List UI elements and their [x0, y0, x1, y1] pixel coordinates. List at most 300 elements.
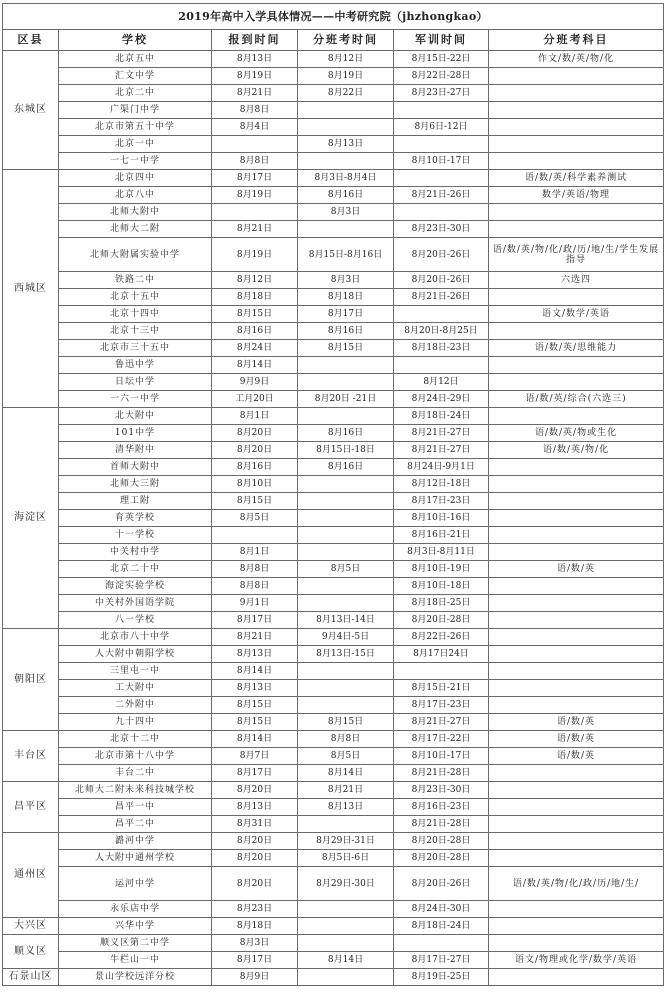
report-time-cell: 8月21日 [212, 85, 298, 102]
exam-subjects-cell: 语/数/英/物/化/政/历/地/生/学生发展指导 [489, 238, 664, 272]
table-row [3, 340, 664, 357]
training-time-cell [394, 170, 489, 187]
school-cell: 牛栏山一中 [59, 952, 212, 969]
exam-time-cell [298, 935, 394, 952]
header-row [3, 30, 664, 51]
exam-time-cell: 8月29日-31日 [298, 833, 394, 850]
report-time-cell: 8月15日 [212, 493, 298, 510]
report-time-cell: 工月20日 [212, 391, 298, 408]
table-title: 2019年高中入学具体情况——中考研究院（jhzhongkao） [3, 4, 664, 30]
school-cell: 北京二十中 [59, 561, 212, 578]
exam-subjects-cell [489, 459, 664, 476]
exam-subjects-cell [489, 323, 664, 340]
exam-subjects-cell [489, 578, 664, 595]
training-time-cell: 8月23日-30日 [394, 782, 489, 799]
table-row [3, 646, 664, 663]
exam-time-cell [298, 408, 394, 425]
report-time-cell: 8月23日 [212, 901, 298, 918]
table-row [3, 782, 664, 799]
report-time-cell: 8月17日 [212, 952, 298, 969]
admission-table-container [2, 3, 663, 986]
exam-time-cell: 8月16日 [298, 323, 394, 340]
exam-time-cell: 8月12日 [298, 51, 394, 68]
district-cell: 通州区 [3, 833, 59, 918]
school-cell: 北京十五中 [59, 289, 212, 306]
exam-subjects-cell: 语/数/英/物/化 [489, 442, 664, 459]
training-time-cell: 8月17日-27日 [394, 952, 489, 969]
table-row [3, 850, 664, 867]
report-time-cell: 8月24日 [212, 340, 298, 357]
exam-subjects-cell [489, 119, 664, 136]
exam-time-cell: 8月15日 [298, 340, 394, 357]
header-report-time: 报到时间 [212, 30, 298, 51]
school-cell: 一七一中学 [59, 153, 212, 170]
exam-subjects-cell [489, 544, 664, 561]
report-time-cell: 8月8日 [212, 102, 298, 119]
training-time-cell: 8月10日-17日 [394, 153, 489, 170]
training-time-cell: 8月12日 [394, 374, 489, 391]
report-time-cell [212, 204, 298, 221]
training-time-cell: 8月10日-19日 [394, 561, 489, 578]
report-time-cell: 8月17日 [212, 612, 298, 629]
header-exam-time: 分班考时间 [298, 30, 394, 51]
table-row [3, 969, 664, 986]
exam-subjects-cell [489, 935, 664, 952]
exam-subjects-cell [489, 969, 664, 986]
exam-subjects-cell [489, 408, 664, 425]
exam-time-cell [298, 663, 394, 680]
school-cell: 北大附中 [59, 408, 212, 425]
exam-subjects-cell [489, 289, 664, 306]
table-row [3, 51, 664, 68]
school-cell: 北京四中 [59, 170, 212, 187]
district-cell: 顺义区 [3, 935, 59, 969]
training-time-cell: 8月24日-29日 [394, 391, 489, 408]
table-row [3, 68, 664, 85]
school-cell: 人大附中通州学校 [59, 850, 212, 867]
exam-time-cell: 8月16日 [298, 425, 394, 442]
exam-subjects-cell [489, 816, 664, 833]
training-time-cell [394, 306, 489, 323]
exam-subjects-cell [489, 799, 664, 816]
school-cell: 北京市三十五中 [59, 340, 212, 357]
exam-subjects-cell [489, 782, 664, 799]
training-time-cell: 8月21日-28日 [394, 816, 489, 833]
exam-subjects-cell [489, 357, 664, 374]
school-cell: 中关村中学 [59, 544, 212, 561]
exam-subjects-cell [489, 68, 664, 85]
report-time-cell: 8月14日 [212, 731, 298, 748]
exam-subjects-cell [489, 765, 664, 782]
report-time-cell: 8月7日 [212, 748, 298, 765]
report-time-cell: 8月12日 [212, 272, 298, 289]
school-cell: 育英学校 [59, 510, 212, 527]
table-row [3, 680, 664, 697]
report-time-cell: 8月13日 [212, 646, 298, 663]
school-cell: 北师大附属实验中学 [59, 238, 212, 272]
training-time-cell: 8月20日-28日 [394, 612, 489, 629]
school-cell: 北师大二附未来科技城学校 [59, 782, 212, 799]
school-cell: 兴华中学 [59, 918, 212, 935]
exam-subjects-cell [489, 680, 664, 697]
school-cell: 北师大二附 [59, 221, 212, 238]
exam-subjects-cell [489, 629, 664, 646]
training-time-cell: 8月17日-23日 [394, 697, 489, 714]
training-time-cell: 8月10日-16日 [394, 510, 489, 527]
report-time-cell: 8月20日 [212, 850, 298, 867]
training-time-cell: 8月10日-17日 [394, 748, 489, 765]
school-cell: 清华附中 [59, 442, 212, 459]
table-row [3, 425, 664, 442]
exam-time-cell: 8月13日-15日 [298, 646, 394, 663]
training-time-cell: 8月18日-25日 [394, 595, 489, 612]
exam-subjects-cell [489, 204, 664, 221]
school-cell: 日坛中学 [59, 374, 212, 391]
school-cell: 北京十四中 [59, 306, 212, 323]
exam-time-cell [298, 374, 394, 391]
training-time-cell: 8月6日-12日 [394, 119, 489, 136]
training-time-cell [394, 136, 489, 153]
school-cell: 北京十二中 [59, 731, 212, 748]
exam-time-cell: 8月3日 [298, 204, 394, 221]
training-time-cell: 8月15日-22日 [394, 51, 489, 68]
school-cell: 中关村外国语学院 [59, 595, 212, 612]
exam-subjects-cell [489, 918, 664, 935]
report-time-cell: 8月20日 [212, 425, 298, 442]
training-time-cell: 8月24日-9月1日 [394, 459, 489, 476]
training-time-cell: 8月21日-26日 [394, 187, 489, 204]
table-row [3, 323, 664, 340]
report-time-cell: 8月15日 [212, 306, 298, 323]
exam-time-cell: 8月14日 [298, 952, 394, 969]
exam-time-cell: 8月15日-18日 [298, 442, 394, 459]
school-cell: 运河中学 [59, 867, 212, 901]
exam-time-cell: 8月13日-14日 [298, 612, 394, 629]
school-cell: 丰台二中 [59, 765, 212, 782]
exam-subjects-cell [489, 374, 664, 391]
exam-time-cell [298, 221, 394, 238]
district-cell: 昌平区 [3, 782, 59, 833]
report-time-cell: 8月16日 [212, 459, 298, 476]
report-time-cell: 8月8日 [212, 561, 298, 578]
training-time-cell: 8月12日-18日 [394, 476, 489, 493]
table-row [3, 459, 664, 476]
table-row [3, 714, 664, 731]
report-time-cell: 8月19日 [212, 238, 298, 272]
training-time-cell: 8月20日-8月25日 [394, 323, 489, 340]
report-time-cell: 8月13日 [212, 799, 298, 816]
training-time-cell [394, 357, 489, 374]
table-row [3, 85, 664, 102]
training-time-cell: 8月22日-26日 [394, 629, 489, 646]
report-time-cell: 8月20日 [212, 782, 298, 799]
table-row [3, 952, 664, 969]
school-cell: 九十四中 [59, 714, 212, 731]
exam-time-cell: 8月29日-30日 [298, 867, 394, 901]
exam-subjects-cell: 语/数/英 [489, 714, 664, 731]
table-row [3, 731, 664, 748]
training-time-cell: 8月19日-25日 [394, 969, 489, 986]
admission-table [2, 3, 664, 986]
report-time-cell [212, 136, 298, 153]
table-row [3, 510, 664, 527]
school-cell: 北师大附中 [59, 204, 212, 221]
exam-time-cell [298, 527, 394, 544]
table-row [3, 612, 664, 629]
exam-subjects-cell: 六选四 [489, 272, 664, 289]
exam-subjects-cell: 数学/英语/物理 [489, 187, 664, 204]
table-row [3, 306, 664, 323]
table-row [3, 867, 664, 901]
school-cell: 首师大附中 [59, 459, 212, 476]
school-cell: 北师大三附 [59, 476, 212, 493]
training-time-cell: 8月21日-28日 [394, 765, 489, 782]
exam-subjects-cell [489, 612, 664, 629]
exam-time-cell: 8月22日 [298, 85, 394, 102]
exam-time-cell [298, 578, 394, 595]
header-exam-subjects: 分班考科目 [489, 30, 664, 51]
table-row [3, 527, 664, 544]
table-row [3, 408, 664, 425]
school-cell: 汇文中学 [59, 68, 212, 85]
training-time-cell: 8月10日-18日 [394, 578, 489, 595]
table-row [3, 221, 664, 238]
school-cell: 三里屯一中 [59, 663, 212, 680]
training-time-cell: 8月23日-30日 [394, 221, 489, 238]
school-cell: 昌平二中 [59, 816, 212, 833]
report-time-cell: 8月21日 [212, 221, 298, 238]
school-cell: 北京十三中 [59, 323, 212, 340]
report-time-cell: 8月20日 [212, 833, 298, 850]
exam-time-cell: 8月21日 [298, 782, 394, 799]
exam-time-cell: 8月19日 [298, 68, 394, 85]
training-time-cell: 8月16日-23日 [394, 799, 489, 816]
report-time-cell: 8月21日 [212, 629, 298, 646]
district-cell: 丰台区 [3, 731, 59, 782]
exam-subjects-cell: 语/数/英 [489, 561, 664, 578]
district-cell: 海淀区 [3, 408, 59, 629]
table-row [3, 238, 664, 272]
table-row [3, 391, 664, 408]
exam-time-cell: 8月16日 [298, 459, 394, 476]
training-time-cell: 8月21日-27日 [394, 442, 489, 459]
training-time-cell: 8月18日-24日 [394, 918, 489, 935]
district-cell: 朝阳区 [3, 629, 59, 731]
report-time-cell: 8月19日 [212, 187, 298, 204]
district-cell: 东城区 [3, 51, 59, 170]
training-time-cell: 8月17日-23日 [394, 493, 489, 510]
exam-time-cell [298, 493, 394, 510]
exam-subjects-cell [489, 663, 664, 680]
exam-subjects-cell: 语/数/英/综合(六选三) [489, 391, 664, 408]
training-time-cell: 8月16日-21日 [394, 527, 489, 544]
school-cell: 海淀实验学校 [59, 578, 212, 595]
school-cell: 北京二中 [59, 85, 212, 102]
table-row [3, 544, 664, 561]
table-row [3, 918, 664, 935]
table-row [3, 170, 664, 187]
report-time-cell: 8月5日 [212, 510, 298, 527]
report-time-cell: 8月31日 [212, 816, 298, 833]
school-cell: 二外附中 [59, 697, 212, 714]
school-cell: 北京五中 [59, 51, 212, 68]
training-time-cell: 8月20日-28日 [394, 850, 489, 867]
report-time-cell: 8月1日 [212, 408, 298, 425]
district-cell: 石景山区 [3, 969, 59, 986]
school-cell: 工大附中 [59, 680, 212, 697]
report-time-cell: 8月18日 [212, 289, 298, 306]
training-time-cell: 8月17日-22日 [394, 731, 489, 748]
exam-time-cell [298, 918, 394, 935]
report-time-cell: 8月9日 [212, 969, 298, 986]
exam-time-cell: 9月4日-5日 [298, 629, 394, 646]
report-time-cell: 8月15日 [212, 697, 298, 714]
district-cell: 大兴区 [3, 918, 59, 935]
exam-time-cell: 8月8日 [298, 731, 394, 748]
report-time-cell: 8月13日 [212, 51, 298, 68]
exam-time-cell: 8月18日 [298, 289, 394, 306]
training-time-cell: 8月23日-27日 [394, 85, 489, 102]
school-cell: 人大附中朝阳学校 [59, 646, 212, 663]
school-cell: 北京市八十中学 [59, 629, 212, 646]
training-time-cell: 8月20日-26日 [394, 272, 489, 289]
exam-time-cell: 8月17日 [298, 306, 394, 323]
report-time-cell: 8月19日 [212, 68, 298, 85]
training-time-cell: 8月20日-26日 [394, 867, 489, 901]
school-cell: 理工附 [59, 493, 212, 510]
table-row [3, 816, 664, 833]
school-cell: 昌平一中 [59, 799, 212, 816]
table-row [3, 136, 664, 153]
report-time-cell: 8月14日 [212, 663, 298, 680]
training-time-cell: 8月17日24日 [394, 646, 489, 663]
school-cell: 北京八中 [59, 187, 212, 204]
school-cell: 北京一中 [59, 136, 212, 153]
exam-time-cell: 8月15日-8月16日 [298, 238, 394, 272]
exam-time-cell: 8月5日-6日 [298, 850, 394, 867]
exam-subjects-cell [489, 510, 664, 527]
report-time-cell: 8月16日 [212, 323, 298, 340]
exam-subjects-cell [489, 833, 664, 850]
report-time-cell: 8月8日 [212, 153, 298, 170]
exam-time-cell [298, 901, 394, 918]
district-cell: 西城区 [3, 170, 59, 408]
exam-time-cell [298, 102, 394, 119]
table-row [3, 272, 664, 289]
exam-time-cell: 8月5日 [298, 748, 394, 765]
exam-subjects-cell [489, 527, 664, 544]
report-time-cell: 8月18日 [212, 918, 298, 935]
exam-time-cell [298, 476, 394, 493]
table-row [3, 102, 664, 119]
exam-time-cell [298, 510, 394, 527]
exam-time-cell [298, 816, 394, 833]
report-time-cell: 8月10日 [212, 476, 298, 493]
training-time-cell [394, 663, 489, 680]
table-row [3, 697, 664, 714]
exam-subjects-cell: 语/数/英 [489, 731, 664, 748]
table-row [3, 442, 664, 459]
exam-time-cell: 8月15日 [298, 714, 394, 731]
report-time-cell: 8月1日 [212, 544, 298, 561]
training-time-cell [394, 204, 489, 221]
training-time-cell: 8月21日-27日 [394, 714, 489, 731]
table-row [3, 901, 664, 918]
school-cell: 铁路二中 [59, 272, 212, 289]
exam-subjects-cell: 语文/物理或化学/数学/英语 [489, 952, 664, 969]
exam-subjects-cell: 语文/数学/英语 [489, 306, 664, 323]
report-time-cell: 8月13日 [212, 680, 298, 697]
training-time-cell: 8月21日-26日 [394, 289, 489, 306]
exam-time-cell: 8月3日-8月4日 [298, 170, 394, 187]
exam-time-cell [298, 595, 394, 612]
header-training-time: 军训时间 [394, 30, 489, 51]
exam-subjects-cell [489, 102, 664, 119]
training-time-cell: 8月18日-23日 [394, 340, 489, 357]
school-cell: 顺义区第二中学 [59, 935, 212, 952]
exam-time-cell: 8月3日 [298, 272, 394, 289]
school-cell: 潞河中学 [59, 833, 212, 850]
training-time-cell: 8月21日-27日 [394, 425, 489, 442]
table-row [3, 578, 664, 595]
school-cell: 十一学校 [59, 527, 212, 544]
exam-time-cell: 8月5日 [298, 561, 394, 578]
training-time-cell: 8月3日-8月11日 [394, 544, 489, 561]
exam-time-cell [298, 697, 394, 714]
exam-time-cell [298, 357, 394, 374]
exam-subjects-cell [489, 85, 664, 102]
school-cell: 八一学校 [59, 612, 212, 629]
exam-time-cell: 8月16日 [298, 187, 394, 204]
exam-subjects-cell [489, 646, 664, 663]
table-row [3, 493, 664, 510]
table-row [3, 204, 664, 221]
table-row [3, 833, 664, 850]
table-row [3, 935, 664, 952]
training-time-cell: 8月18日-24日 [394, 408, 489, 425]
report-time-cell [212, 527, 298, 544]
report-time-cell: 9月9日 [212, 374, 298, 391]
table-row [3, 799, 664, 816]
training-time-cell [394, 102, 489, 119]
exam-subjects-cell [489, 697, 664, 714]
table-row [3, 765, 664, 782]
exam-time-cell [298, 544, 394, 561]
report-time-cell: 8月8日 [212, 578, 298, 595]
exam-subjects-cell [489, 153, 664, 170]
training-time-cell: 8月20日-26日 [394, 238, 489, 272]
exam-subjects-cell [489, 493, 664, 510]
header-school: 学校 [59, 30, 212, 51]
exam-time-cell [298, 680, 394, 697]
school-cell: 永乐店中学 [59, 901, 212, 918]
exam-time-cell: 8月13日 [298, 799, 394, 816]
exam-subjects-cell [489, 850, 664, 867]
training-time-cell: 8月20日-28日 [394, 833, 489, 850]
table-row [3, 357, 664, 374]
table-row [3, 595, 664, 612]
school-cell: 鲁迅中学 [59, 357, 212, 374]
table-row [3, 119, 664, 136]
exam-subjects-cell [489, 595, 664, 612]
table-body [3, 51, 664, 986]
report-time-cell: 8月17日 [212, 765, 298, 782]
training-time-cell [394, 935, 489, 952]
exam-subjects-cell: 语/数/英/物或生化 [489, 425, 664, 442]
table-row [3, 476, 664, 493]
exam-time-cell [298, 119, 394, 136]
school-cell: 北京市第五十中学 [59, 119, 212, 136]
